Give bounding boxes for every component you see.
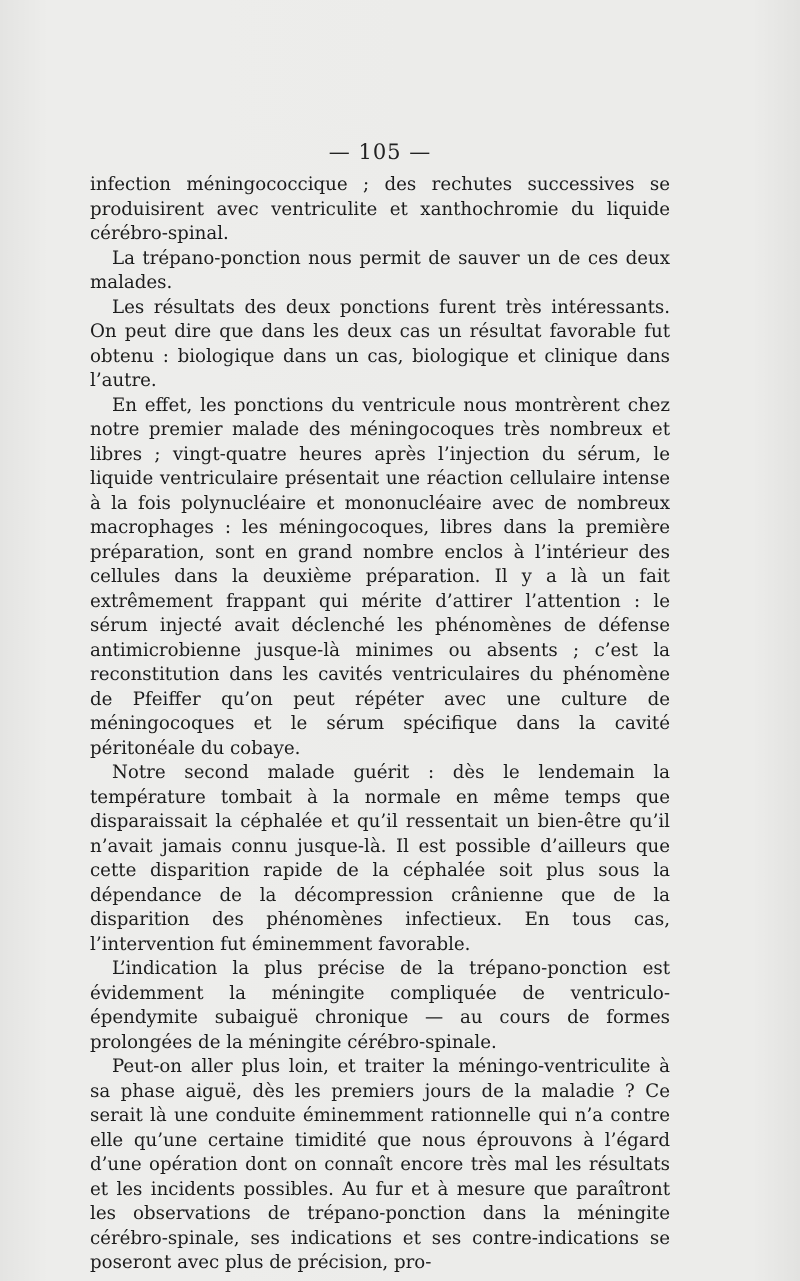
- paragraph-3: Les résultats des deux ponctions furent très intéressants. On peut dire que dans les deux cas un résultat favorable fut obtenu : biologique dans un cas, biologique et clinique dans l’autre.: [90, 296, 670, 391]
- paragraph-1: infection méningococcique ; des rechutes successives se produisirent avec ventriculite et xanthochromie du liquide cérébro-spinal.: [90, 174, 670, 244]
- paragraph-5: Notre second malade guérit : dès le lendemain la température tombait à la normale en même temps que disparaissait la céphalée et qu’il ressentait un bien-être qu’il n’avait jamais connu jusque-là. Il est possible d’ailleurs que cette disparition rapide de la céphalée soit plus sous la dépendance de la décompression crânienne que de la disparition des phénomènes infectieux. En tous cas, l’intervention fut éminemment favorable.: [90, 762, 670, 955]
- paragraph-7: Peut-on aller plus loin, et traiter la méningo-ventriculite à sa phase aiguë, dès les premiers jours de la maladie ? Ce serait là une conduite éminemment rationnelle qui n’a contre elle qu’une certaine timidité que nous éprouvons à l’égard d’une opération dont on connaît encore très mal les résultats et les incidents possibles. Au fur et à mesure que paraîtront les observations de trépano-ponction dans la méningite cérébro-spinale, ses indications et ses contre-indications se poseront avec plus de précision, pro-: [90, 1056, 670, 1273]
- page-number: — 105 —: [328, 140, 432, 164]
- paragraph-6: L’indication la plus précise de la trépano-ponction est évidemment la méningite compliquée de ventriculo-épendymite subaiguë chronique — au cours de formes prolongées de la méningite cérébro-spinale.: [90, 958, 670, 1053]
- paragraph-4: En effet, les ponctions du ventricule nous montrèrent chez notre premier malade des méningocoques très nombreux et libres ; vingt-quatre heures après l’injection du sérum, le liquide ventriculaire présentait une réaction cellulaire intense à la fois polynucléaire et mononucléaire avec de nombreux macrophages : les méningocoques, libres dans la première préparation, sont en grand nombre enclos à l’intérieur des cellules dans la deuxième préparation. Il y a là un fait extrêmement frappant qui mérite d’attirer l’attention : le sérum injecté avait déclenché les phénomènes de défense antimicrobienne jusque-là minimes ou absents ; c’est la reconstitution dans les cavités ventriculaires du phénomène de Pfeiffer qu’on peut répéter avec une culture de méningocoques et le sérum spécifique dans la cavité péritonéale du cobaye.: [90, 394, 670, 759]
- body-text: [90, 173, 670, 1276]
- paragraph-2: La trépano-ponction nous permit de sauver un de ces deux malades.: [90, 247, 670, 293]
